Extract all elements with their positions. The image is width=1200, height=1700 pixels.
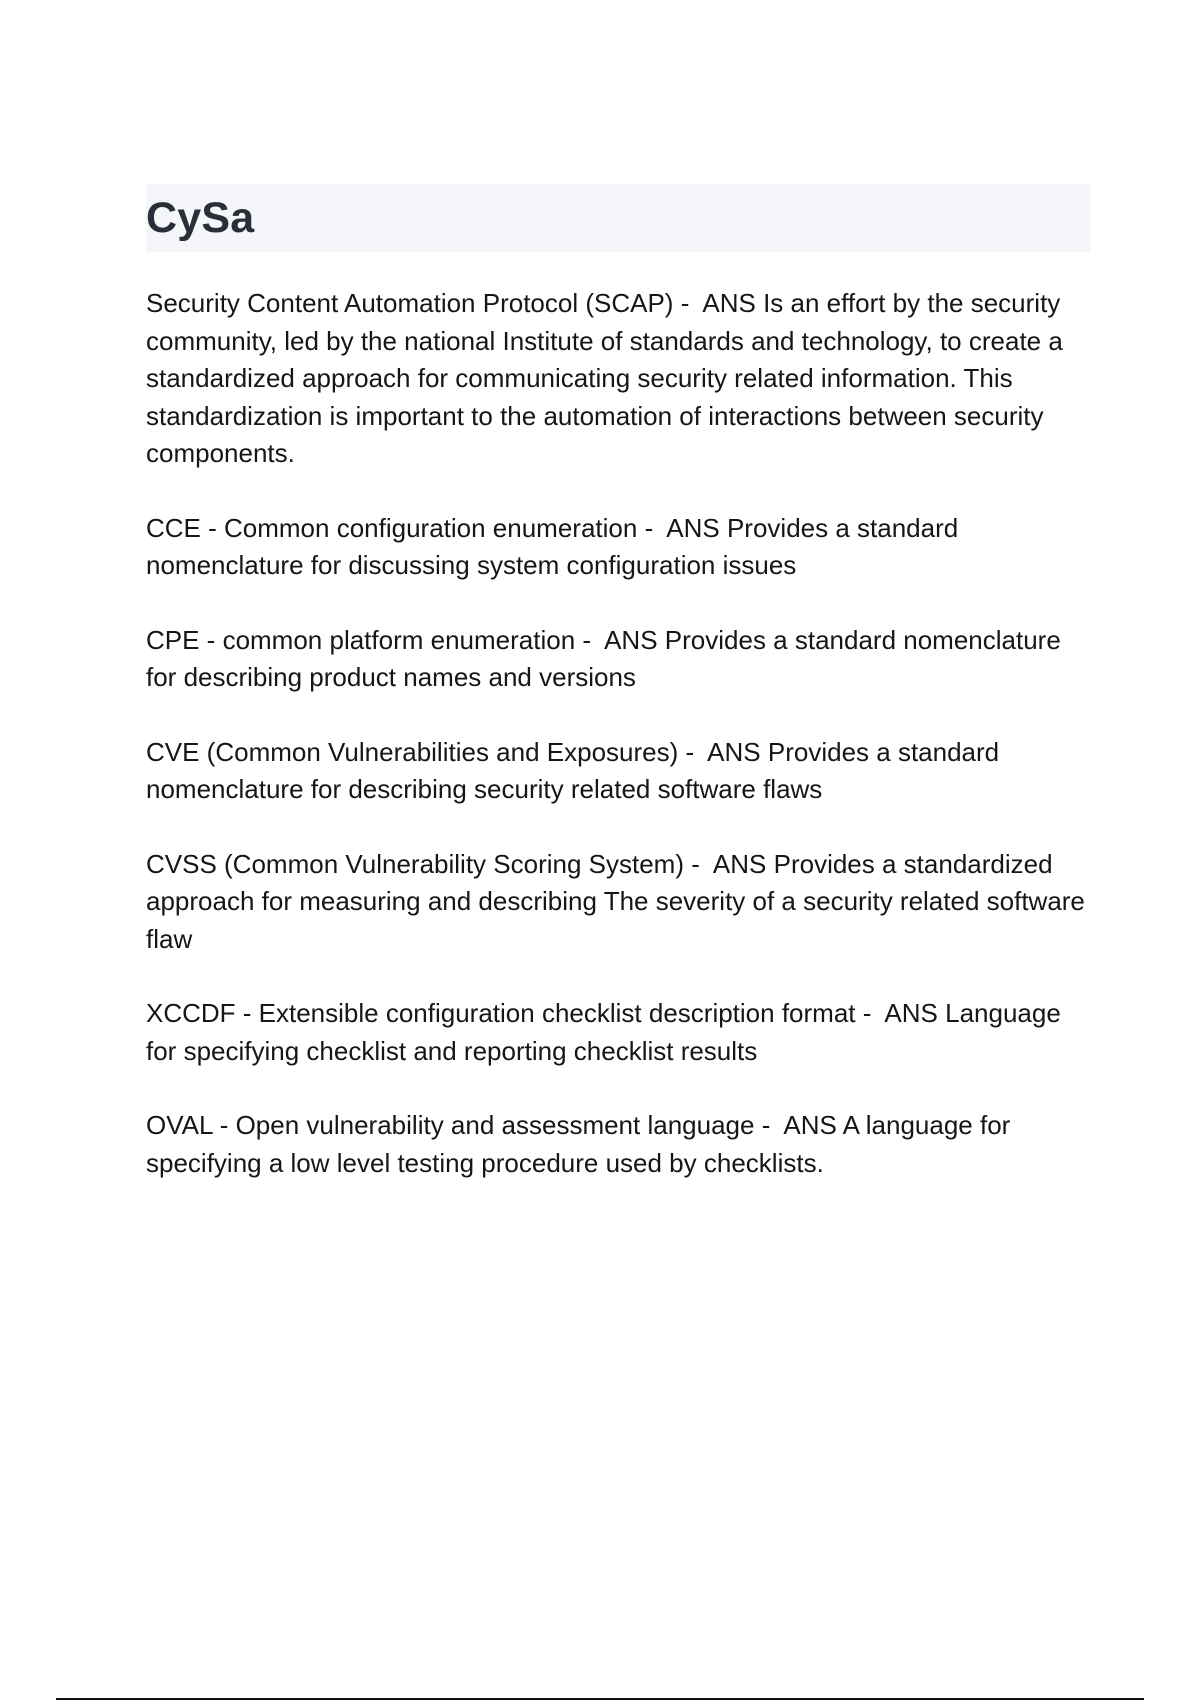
entry-term: CVE (Common Vulnerabilities and Exposures) [146,736,679,767]
flashcard-entry [146,995,1096,1070]
answer-marker: ANS [884,998,938,1028]
title-bar [146,184,1090,252]
entry-separator: - [637,512,667,543]
entry-separator: - [855,998,885,1028]
entry-answer: Provides a standard nomenclature for describing security related software flaws [146,736,1000,804]
entry-answer: A language for specifying a low level testing procedure used by checklists. [146,1110,1011,1178]
flashcard-entry [146,622,1096,697]
flashcard-entry [146,285,1096,473]
flashcard-list [146,285,1096,1219]
entry-term: CCE - Common configuration enumeration [146,512,638,543]
answer-marker: ANS [783,1110,837,1140]
document-title: CySa [146,194,255,242]
entry-separator: - [673,288,703,318]
entry-separator: - [678,736,708,767]
flashcard-entry [146,734,1096,809]
answer-marker: ANS [702,288,756,318]
flashcard-entry [146,510,1096,585]
entry-separator: - [575,624,605,655]
entry-term: OVAL - Open vulnerability and assessment language [146,1110,755,1140]
entry-term: XCCDF - Extensible configuration checklist description format [146,998,856,1028]
entry-answer: Language for specifying checklist and reporting checklist results [146,998,1061,1066]
entry-separator: - [684,848,713,879]
answer-marker: ANS [604,624,658,655]
entry-term: Security Content Automation Protocol (SCAP) [146,288,674,318]
entry-separator: - [754,1110,784,1140]
answer-marker: ANS [707,736,761,767]
entry-answer: Is an effort by the security community, led by the national Institute of standards and technology, to create a standardized approach for communicating security related information. This standardization is important to the automation of interactions between security components. [146,288,1063,468]
entry-answer: Provides a standard nomenclature for describing product names and versions [146,624,1061,692]
answer-marker: ANS [666,512,720,543]
flashcard-entry [146,1107,1096,1182]
answer-marker: ANS [712,848,767,879]
entry-answer: Provides a standardized approach for measuring and describing The severity of a security related software flaw [146,848,1085,954]
entry-answer: Provides a standard nomenclature for discussing system configuration issues [146,512,959,580]
entry-term: CVSS (Common Vulnerability Scoring System) [146,848,684,879]
flashcard-entry [146,846,1096,959]
entry-term: CPE - common platform enumeration [146,624,576,655]
